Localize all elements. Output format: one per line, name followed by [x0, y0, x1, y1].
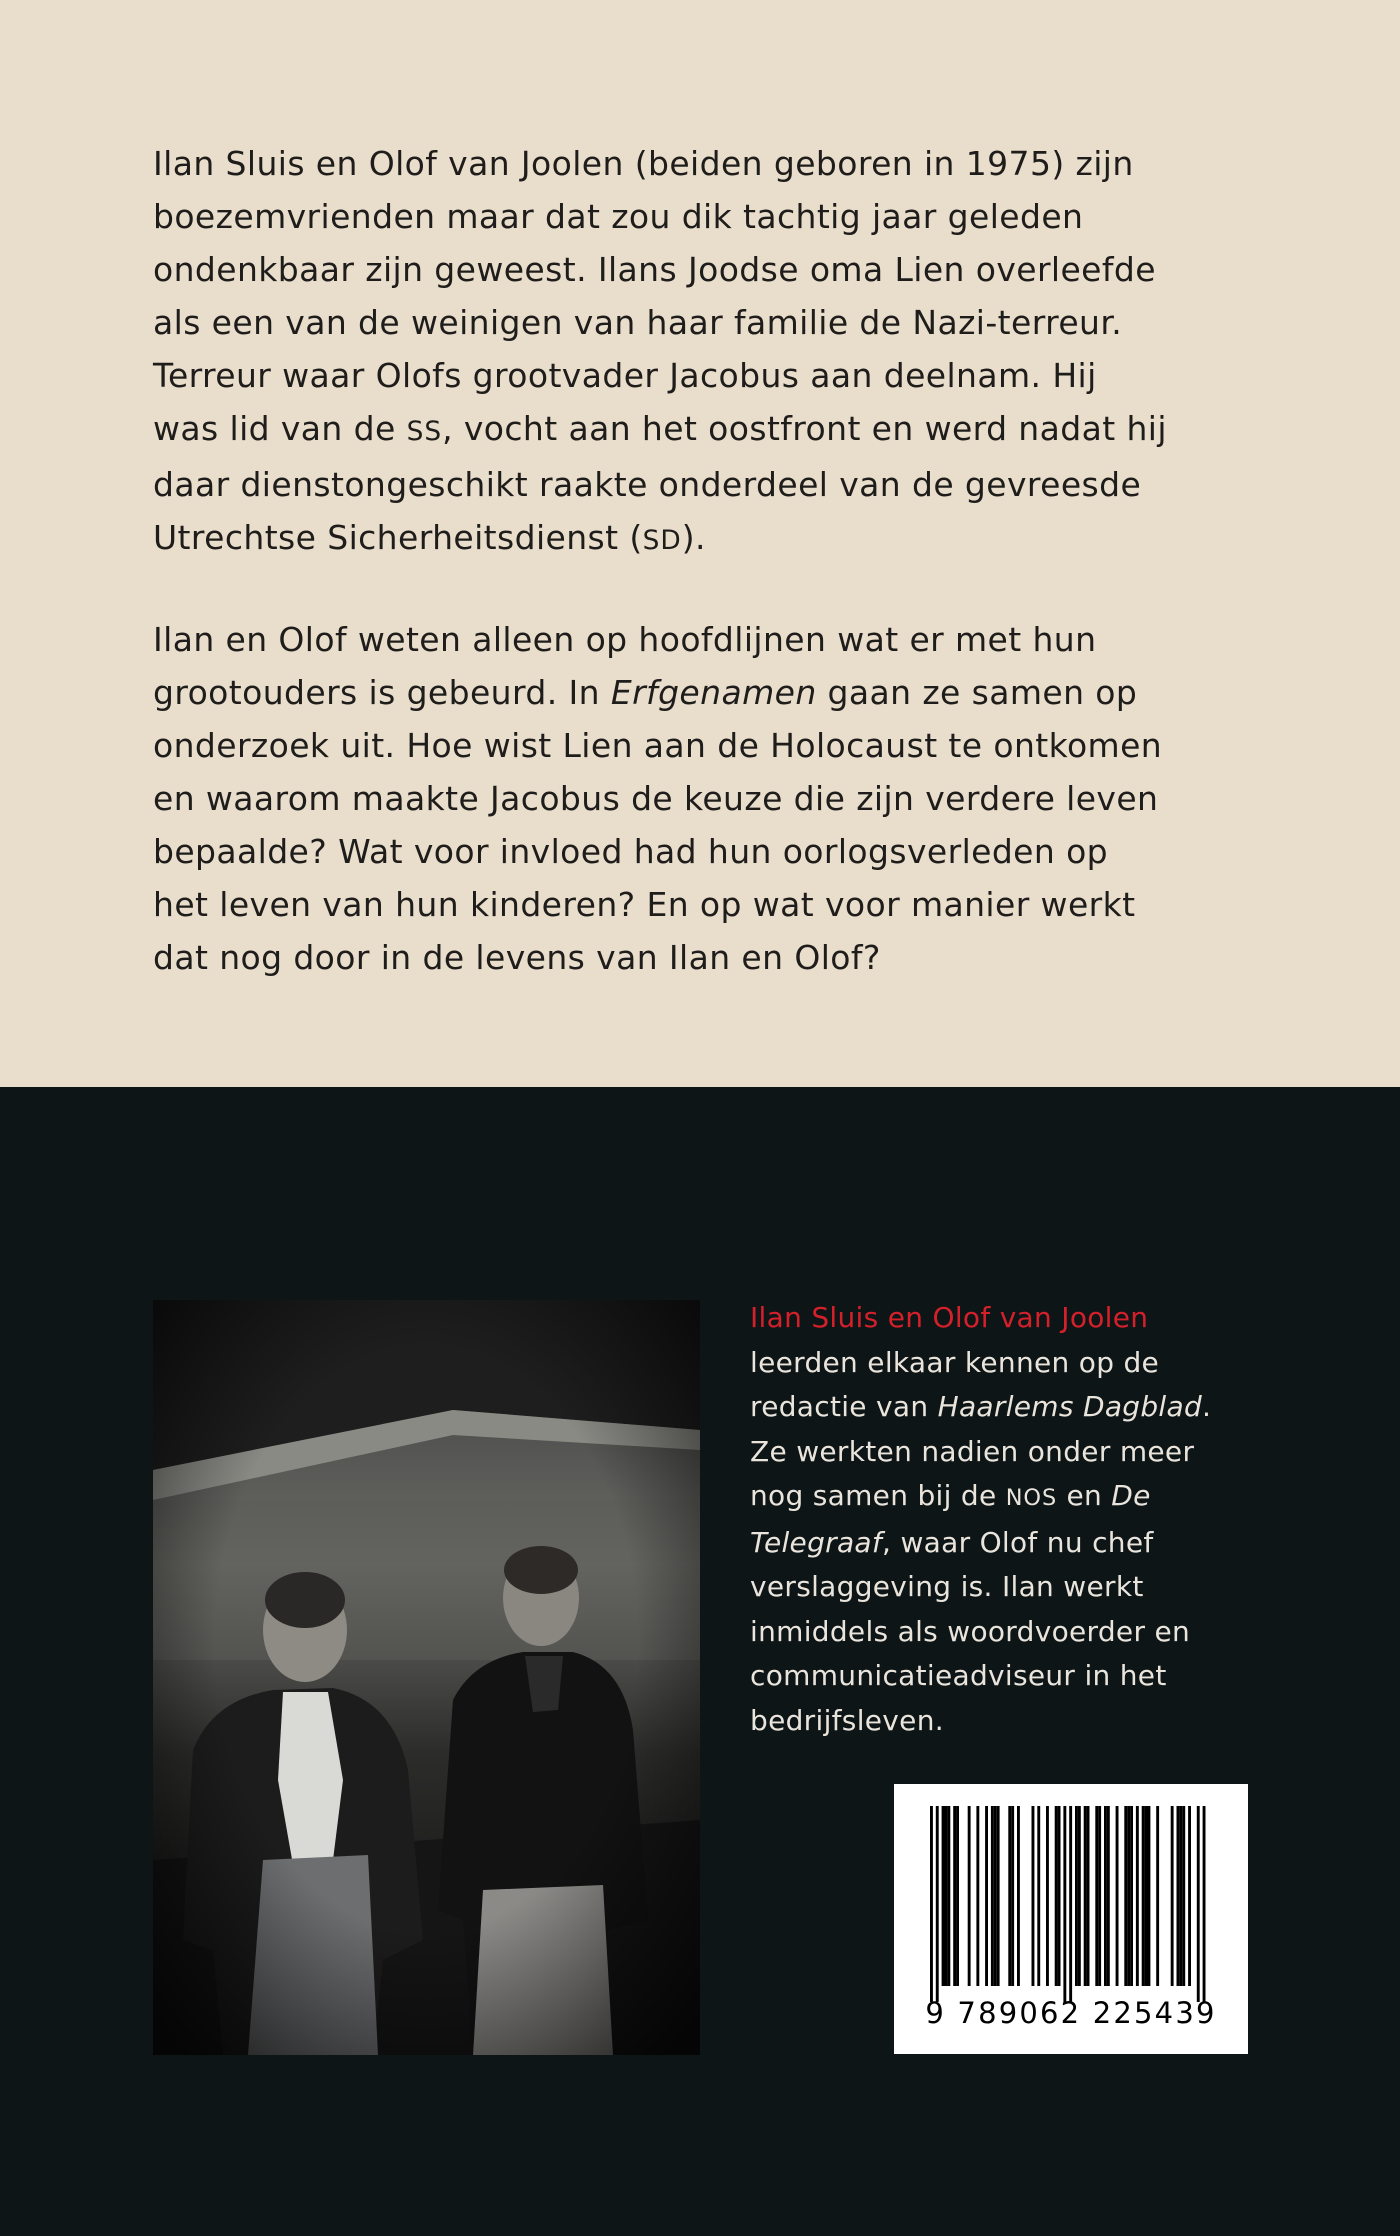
bio-text: redactie van	[750, 1390, 938, 1423]
barcode-bar	[985, 1806, 988, 1986]
bio-text: .	[1202, 1390, 1212, 1423]
blurb-abbreviation-sd: SD	[642, 525, 682, 556]
barcode-bar	[956, 1806, 959, 1986]
barcode-bar	[1124, 1806, 1127, 1986]
barcode-bar	[930, 1806, 933, 2002]
blurb-line: Ilan Sluis en Olof van Joolen (beiden geboren in 1975) zijn	[153, 144, 1134, 183]
barcode-bar	[1177, 1806, 1180, 1986]
broadcaster-abbreviation: NOS	[1005, 1485, 1058, 1511]
blurb-paragraph-1	[153, 137, 1273, 567]
barcode-bar	[1104, 1806, 1107, 1986]
barcode-bar	[953, 1806, 956, 1986]
barcode-bar	[1136, 1806, 1139, 1986]
blurb-text: Utrechtse Sicherheitsdienst (	[153, 518, 643, 557]
blurb-line: Ilan en Olof weten alleen op hoofdlijnen wat er met hun	[153, 620, 1097, 659]
barcode-bar	[1130, 1806, 1133, 1986]
barcode-bar	[1037, 1806, 1040, 1986]
book-title: Erfgenamen	[610, 673, 817, 712]
blurb-line: ondenkbaar zijn geweest. Ilans Joodse oma Lien overleefde	[153, 250, 1156, 289]
newspaper-title: De	[1111, 1479, 1151, 1512]
blurb-panel	[0, 0, 1400, 1087]
barcode-bar	[997, 1806, 1000, 1986]
barcode-bar	[1116, 1806, 1119, 1986]
blurb-text: , vocht aan het oostfront en werd nadat hij	[442, 409, 1167, 448]
bio-text: , waar Olof nu chef	[882, 1525, 1154, 1559]
newspaper-title: Telegraaf	[750, 1525, 883, 1559]
isbn-number: 9 789062 225439	[925, 1996, 1217, 2030]
barcode-bar	[1032, 1806, 1035, 1986]
barcode-bar	[1171, 1806, 1174, 1986]
barcode-bar	[1078, 1806, 1081, 1986]
blurb-text: grootouders is gebeurd. In	[153, 673, 611, 712]
barcode-bar	[1179, 1806, 1182, 1986]
barcode-bar	[991, 1806, 994, 1986]
author-bio	[750, 1296, 1350, 1743]
blurb-line: daar dienstongeschikt raakte onderdeel van de gevreesde	[153, 465, 1142, 504]
isbn-barcode	[894, 1784, 1248, 2054]
barcode-bar	[976, 1806, 979, 1986]
bio-text: en	[1057, 1479, 1112, 1512]
bio-line	[750, 1474, 1350, 1521]
barcode-bar	[1055, 1806, 1058, 1986]
barcode-bar	[936, 1806, 939, 2002]
author-names: Ilan Sluis en Olof van Joolen	[750, 1301, 1149, 1334]
barcode-bar	[1148, 1806, 1151, 1986]
blurb-line	[153, 402, 1273, 458]
blurb-line: als een van de weinigen van haar familie de Nazi-terreur.	[153, 303, 1123, 342]
barcode-bar	[1197, 1806, 1200, 2002]
bio-line: verslaggeving is. Ilan werkt	[750, 1570, 1144, 1603]
barcode-bar	[1127, 1806, 1130, 1986]
blurb-line: bepaalde? Wat voor invloed had hun oorlogsverleden op	[153, 832, 1109, 871]
bio-line	[750, 1385, 1350, 1430]
blurb-text: ).	[681, 518, 706, 557]
bio-line	[750, 1521, 1350, 1566]
barcode-bar	[1084, 1806, 1087, 1986]
barcode-bar	[1046, 1806, 1049, 1986]
barcode-bar	[1017, 1806, 1020, 1986]
barcode-bar	[942, 1806, 945, 1986]
bio-line: bedrijfsleven.	[750, 1703, 944, 1737]
barcode-bar	[1011, 1806, 1014, 1986]
blurb-line: Terreur waar Olofs grootvader Jacobus aan deelnam. Hij	[153, 356, 1097, 395]
blurb-line: en waarom maakte Jacobus de keuze die zijn verdere leven	[153, 779, 1159, 818]
blurb-line: het leven van hun kinderen? En op wat voor manier werkt	[153, 885, 1136, 924]
barcode-bar	[1203, 1806, 1206, 2002]
bio-line: communicatieadviseur in het	[750, 1659, 1167, 1692]
blurb-text: gaan ze samen op	[816, 673, 1138, 712]
barcode-bar	[1107, 1806, 1110, 1986]
bio-line: Ze werkten nadien onder meer	[750, 1434, 1195, 1468]
barcode-bar	[1075, 1806, 1078, 1986]
blurb-abbreviation-ss: SS	[406, 416, 443, 447]
barcode-bar	[1008, 1806, 1011, 1986]
barcode-bar	[1063, 1806, 1066, 2002]
blurb-line: onderzoek uit. Hoe wist Lien aan de Holocaust te ontkomen	[153, 726, 1163, 765]
blurb-line: dat nog door in de levens van Ilan en Olof?	[153, 938, 881, 977]
barcode-bar	[947, 1806, 950, 1986]
barcode-bar	[1145, 1806, 1148, 1986]
barcode-bar	[1095, 1806, 1098, 1986]
newspaper-title: Haarlems Dagblad	[937, 1390, 1203, 1423]
blurb-line	[153, 666, 1273, 719]
author-photo	[153, 1300, 700, 2055]
blurb-text: was lid van de	[153, 409, 407, 448]
barcode-bar	[1069, 1806, 1072, 2002]
barcode-bar	[1156, 1806, 1159, 1986]
blurb-line	[153, 511, 1273, 567]
bio-line: leerden elkaar kennen op de	[750, 1345, 1160, 1379]
barcode-bar	[1182, 1806, 1185, 1986]
blurb-line: boezemvrienden maar dat zou dik tachtig jaar geleden	[153, 197, 1084, 236]
barcode-bar	[945, 1806, 948, 1986]
barcode-bar	[994, 1806, 997, 1986]
barcode-bar	[1142, 1806, 1145, 1986]
barcode-bar	[1087, 1806, 1090, 1986]
author-photo-illustration	[153, 1300, 700, 2055]
barcode-bar	[1188, 1806, 1191, 1986]
barcode-bar	[968, 1806, 971, 1986]
barcode-bar	[1058, 1806, 1061, 1986]
bio-text: nog samen bij de	[750, 1479, 1006, 1512]
bio-line: inmiddels als woordvoerder en	[750, 1614, 1191, 1648]
barcode-bar	[1098, 1806, 1101, 1986]
blurb-paragraph-2	[153, 613, 1273, 984]
